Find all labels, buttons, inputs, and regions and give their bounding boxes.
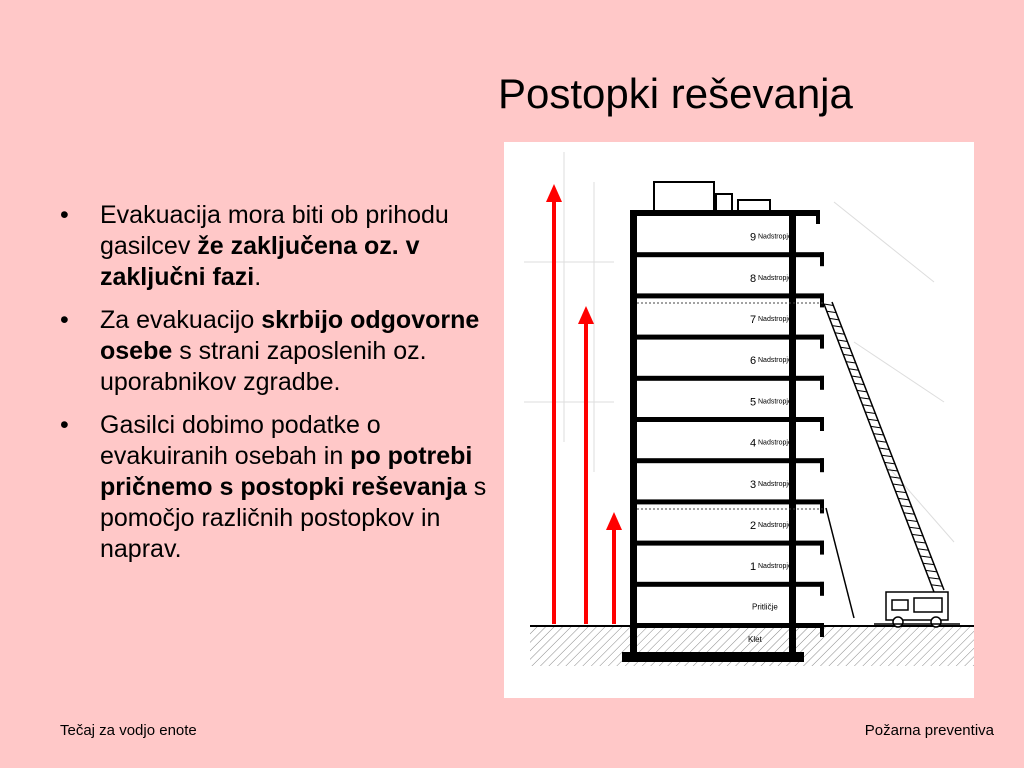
bullet-segment-bold: že zaključena oz. v zaključni fazi	[100, 232, 420, 291]
ground-floor-label: Pritličje	[752, 602, 778, 612]
bullet-list	[60, 200, 500, 577]
bullet-segment-bold: po potrebi pričnemo s postopki reševanja	[100, 442, 473, 501]
floor-label: Nadstropje	[758, 439, 792, 447]
floor-label: Nadstropje	[758, 316, 792, 323]
arrow-tall	[546, 184, 562, 624]
bullet-item	[60, 200, 500, 293]
slide-title: Postopki reševanja	[498, 70, 853, 117]
bullet-item	[60, 410, 500, 565]
floor-number: 7	[750, 314, 757, 326]
bullet-segment: Gasilci dobimo podatke o evakuiranih osebah in	[100, 411, 381, 470]
floor-number: 9	[750, 231, 757, 244]
footer-course: Tečaj za vodjo enote	[60, 722, 197, 739]
bullet-segment: s pomočjo različnih postopkov in naprav.	[100, 473, 487, 563]
floor-label: Nadstropje	[758, 274, 792, 282]
bullet-item	[60, 305, 500, 398]
arrow-short	[606, 512, 622, 624]
basement-label: Klet	[748, 635, 762, 644]
building-left-wall	[630, 214, 637, 652]
floor-number: 1	[750, 561, 757, 574]
floor-number: 2	[750, 520, 757, 532]
bullet-segment: .	[254, 263, 262, 291]
bullet-segment: s strani zaposlenih oz. uporabnikov zgradbe.	[100, 337, 427, 396]
floor-label: Nadstropje	[758, 357, 792, 365]
bullet-segment: Evakuacija mora biti ob prihodu gasilcev	[100, 201, 449, 260]
bullet-segment: Za evakuacijo	[100, 306, 262, 334]
floor-label: Nadstropje	[758, 398, 792, 406]
rooftop-structure	[654, 182, 714, 214]
floor-number: 8	[750, 272, 757, 285]
foundation	[622, 652, 804, 662]
floor-number: 6	[750, 355, 757, 368]
floor-label: Nadstropje	[758, 563, 792, 571]
floor-label: Nadstropje	[758, 522, 792, 529]
floor-number: 3	[750, 478, 757, 491]
arrow-medium	[578, 306, 594, 624]
floor-number: 5	[750, 396, 757, 409]
building-diagram	[504, 142, 974, 698]
footer-topic: Požarna preventiva	[864, 722, 994, 739]
floor-number: 4	[750, 437, 757, 450]
bullet-segment-bold: skrbijo odgovorne osebe	[100, 306, 480, 365]
fire-truck	[874, 592, 960, 627]
floor-label: Nadstropje	[758, 480, 792, 488]
floor-label: Nadstropje	[758, 233, 792, 241]
